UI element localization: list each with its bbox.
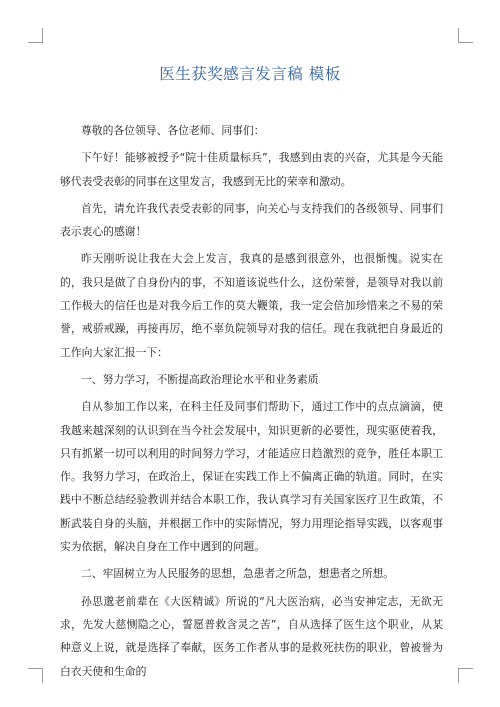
paragraph: 孙思邈老前辈在《大医精诚》所说的“凡大医治病，必当安神定志，无欲无求，先发大慈恻隐之心，誓愿普救含灵之苦”，自从选择了医生这个职业，从某种意义上说，就是选择了奉献，医务工作者从事的是救死扶伤的职业，曾被誉为白衣天使和生命的 — [60, 594, 443, 678]
crop-mark-bottom-right — [458, 668, 473, 683]
paragraph: 昨天刚听说让我在大会上发言，我真的是感到很意外，也很惭愧。说实在的，我只是做了自身份内的事，不知道该说些什么，这份荣誉，是领导对我以前工作极大的信任也是对我今后工作的莫大鞭策，我一定会倍加珍惜来之不易的荣誉，戒骄戒躁，再接再厉，绝不辜负院领导对我的信任。现在我就把自身最近的工作向大家汇报一下： — [60, 252, 443, 359]
crop-mark-top-left — [28, 28, 43, 43]
paragraph: 首先，请允许我代表受表彰的同事，向关心与支持我们的各级领导、同事们表示衷心的感谢！ — [60, 201, 443, 239]
document-title: 医生获奖感言发言稿 模板 — [159, 65, 341, 83]
crop-mark-top-right — [458, 28, 473, 43]
paragraph: 下午好！能够被授予“院十佳质量标兵”，我感到由衷的兴奋，尤其是今天能够代表受表彰的同事在这里发言，我感到无比的荣幸和激动。 — [60, 151, 443, 188]
section-heading: 一、努力学习，不断提高政治理论水平和业务素质 — [81, 372, 319, 386]
crop-mark-bottom-left — [28, 668, 43, 683]
paragraph: 自从参加工作以来，在科主任及同事们帮助下，通过工作中的点点滴滴，使我越来越深刻的认识到在当今社会发展中，知识更新的必要性，现实驱使着我，只有抓紧一切可以利用的时间努力学习，才能适应日趋激烈的竞争，胜任本职工作。我努力学习，在政治上，保证在实践工作上不偏离正确的轨道。同时，在实践中不断总结经验教训并结合本职工作，我认真学习有关国家医疗卫生政策，不断武装自身的头脑，并根据工作中的实际情况，努力用理论指导实践，以客观事实为依据，解决自身在工作中遇到的问题。 — [60, 400, 443, 554]
document-body — [60, 119, 443, 687]
paragraph-greeting: 尊敬的各位领导、各位老师、同事们： — [81, 124, 265, 137]
section-heading: 二、牢固树立为人民服务的思想，急患者之所急，想患者之所想。 — [81, 567, 395, 581]
